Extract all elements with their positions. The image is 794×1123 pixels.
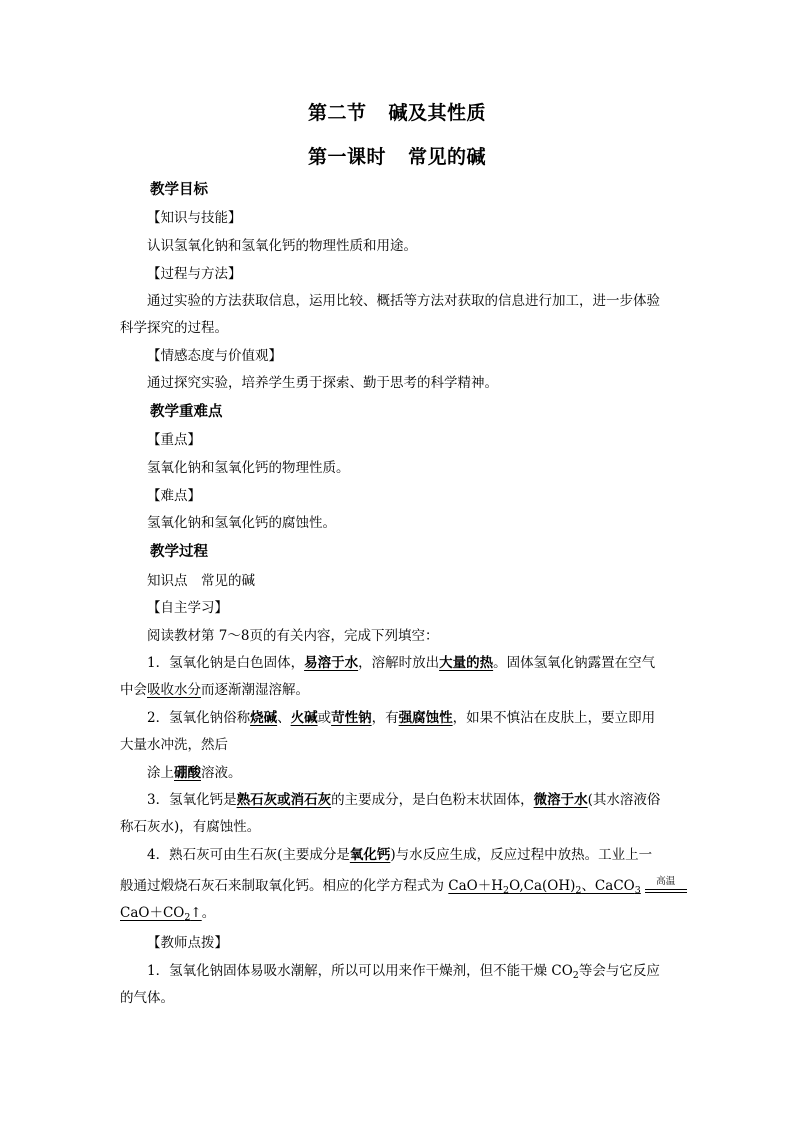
item2-text: 涂上 [147,765,174,781]
item2-line2: 大量水冲洗，然后 [120,737,228,753]
tip1-subscript: 2 [572,970,579,981]
item2-answer-4: 强腐蚀性 [398,710,453,726]
title-topic: 碱及其性质 [388,102,487,124]
difficult-label: 【难点】 [147,488,201,504]
item4-text: 4．熟石灰可由生石灰(主要成分是 [147,847,350,863]
item2-line1 [147,708,655,728]
item3-line2: 称石灰水)，有腐蚀性。 [120,819,261,835]
knowledge-text: 认识氢氧化钠和氢氧化钙的物理性质和用途。 [147,238,417,254]
item1-text: 。固体氢氧化钠露置在空气 [493,655,656,671]
item4-answer-1: 氧化钙 [349,847,391,863]
emotion-text: 通过探究实验，培养学生勇于探索、勤于思考的科学精神。 [147,375,498,391]
knowledge-label: 【知识与技能】 [147,210,242,226]
tip1-line2: 的气体。 [120,990,174,1006]
title-section: 第二节 [307,102,367,124]
item1-answer-2: 大量的热 [439,655,494,671]
item2-text: ，如果不慎沾在皮肤上，要立即用 [452,710,656,726]
equation-part: O,Ca(OH) [509,878,576,894]
subtitle-lesson: 第一课时 [307,146,386,168]
key-label: 【重点】 [147,432,201,448]
process-method-label: 【过程与方法】 [147,266,242,282]
item1-answer-1: 易溶于水 [304,655,359,671]
equation-part: CaO＋CO [120,905,185,921]
key-text: 氢氧化钠和氢氧化钙的物理性质。 [147,460,350,476]
item2-answer-2: 火碱 [290,710,318,726]
item4-text: 。 [201,905,216,921]
item3-answer-1: 熟石灰或消石灰 [236,792,332,808]
item4-line3 [120,903,215,925]
process-method-text-1: 通过实验的方法获取信息，运用比较、概括等方法对获取的信息进行加工，进一步体验 [147,293,660,309]
item3-text: 的主要成分，是白色粉末状固体， [331,792,534,808]
item1-text: 1．氢氧化钠是白色固体， [147,655,305,671]
item4-text: )与水反应生成，反应过程中放热。工业上一 [390,847,653,863]
item3-text: 3．氢氧化钙是 [147,792,237,808]
item1-text: ，溶解时放出 [358,655,440,671]
key-points-heading: 教学重难点 [150,404,223,420]
gas-arrow: ↑ [190,905,202,921]
equation-subscript: 2 [503,885,510,896]
item2-text: 2．氢氧化钠俗称 [147,710,251,726]
item3-text: (其水溶液俗 [587,792,661,808]
self-study-label: 【自主学习】 [147,600,228,616]
item1-text: 中会 [120,682,147,698]
equation-part: CaO＋H [448,878,504,894]
item2-answer-1: 烧碱 [250,710,278,726]
item4-line2 [120,876,687,898]
equation-1 [448,878,640,894]
self-study-intro: 阅读教材第 7～8页的有关内容，完成下列填空： [147,628,439,644]
item3-line1 [147,790,660,810]
page-subtitle [0,142,794,169]
item2-text: ，有 [371,710,399,726]
item3-answer-2: 微溶于水 [533,792,588,808]
item2-text: 、 [277,710,291,726]
difficult-text: 氢氧化钠和氢氧化钙的腐蚀性。 [147,515,336,531]
item1-answer-3: 吸收水分 [147,682,201,698]
knowledge-point: 知识点 常见的碱 [147,573,255,589]
reaction-condition-arrow [645,878,687,898]
equation-subscript: 2 [575,885,582,896]
equation-subscript: 2 [184,912,191,923]
item2-answer-5: 硼酸 [174,765,201,781]
process-method-text-2: 科学探究的过程。 [120,320,228,336]
tip1-text: 等会与它反应 [578,963,660,979]
item1-line1 [147,653,655,673]
teacher-tip-label: 【教师点拨】 [147,935,228,951]
item2-answer-3: 苛性钠 [331,710,372,726]
item2-line3 [147,763,242,783]
item1-text: 而逐渐潮湿溶解。 [201,682,309,698]
reaction-condition-label: 高温 [656,876,676,887]
objectives-heading: 教学目标 [150,182,208,198]
process-heading: 教学过程 [150,544,208,560]
equation-part: 、CaCO [581,878,635,894]
item2-text: 或 [317,710,332,726]
equation-subscript: 3 [634,885,641,896]
item4-line1 [147,845,652,865]
item1-line2 [120,680,309,700]
emotion-label: 【情感态度与价值观】 [147,348,282,364]
item4-text: 般通过煅烧石灰石来制取氧化钙。相应的化学方程式为 [120,878,449,894]
subtitle-topic: 常见的碱 [408,146,487,168]
item2-text: 溶液。 [201,765,242,781]
tip1-line1 [147,961,660,983]
page-title [0,98,794,125]
equation-2 [120,905,202,921]
tip1-text: 1．氢氧化钠固体易吸水潮解，所以可以用来作干燥剂，但不能干燥 CO [147,963,573,979]
